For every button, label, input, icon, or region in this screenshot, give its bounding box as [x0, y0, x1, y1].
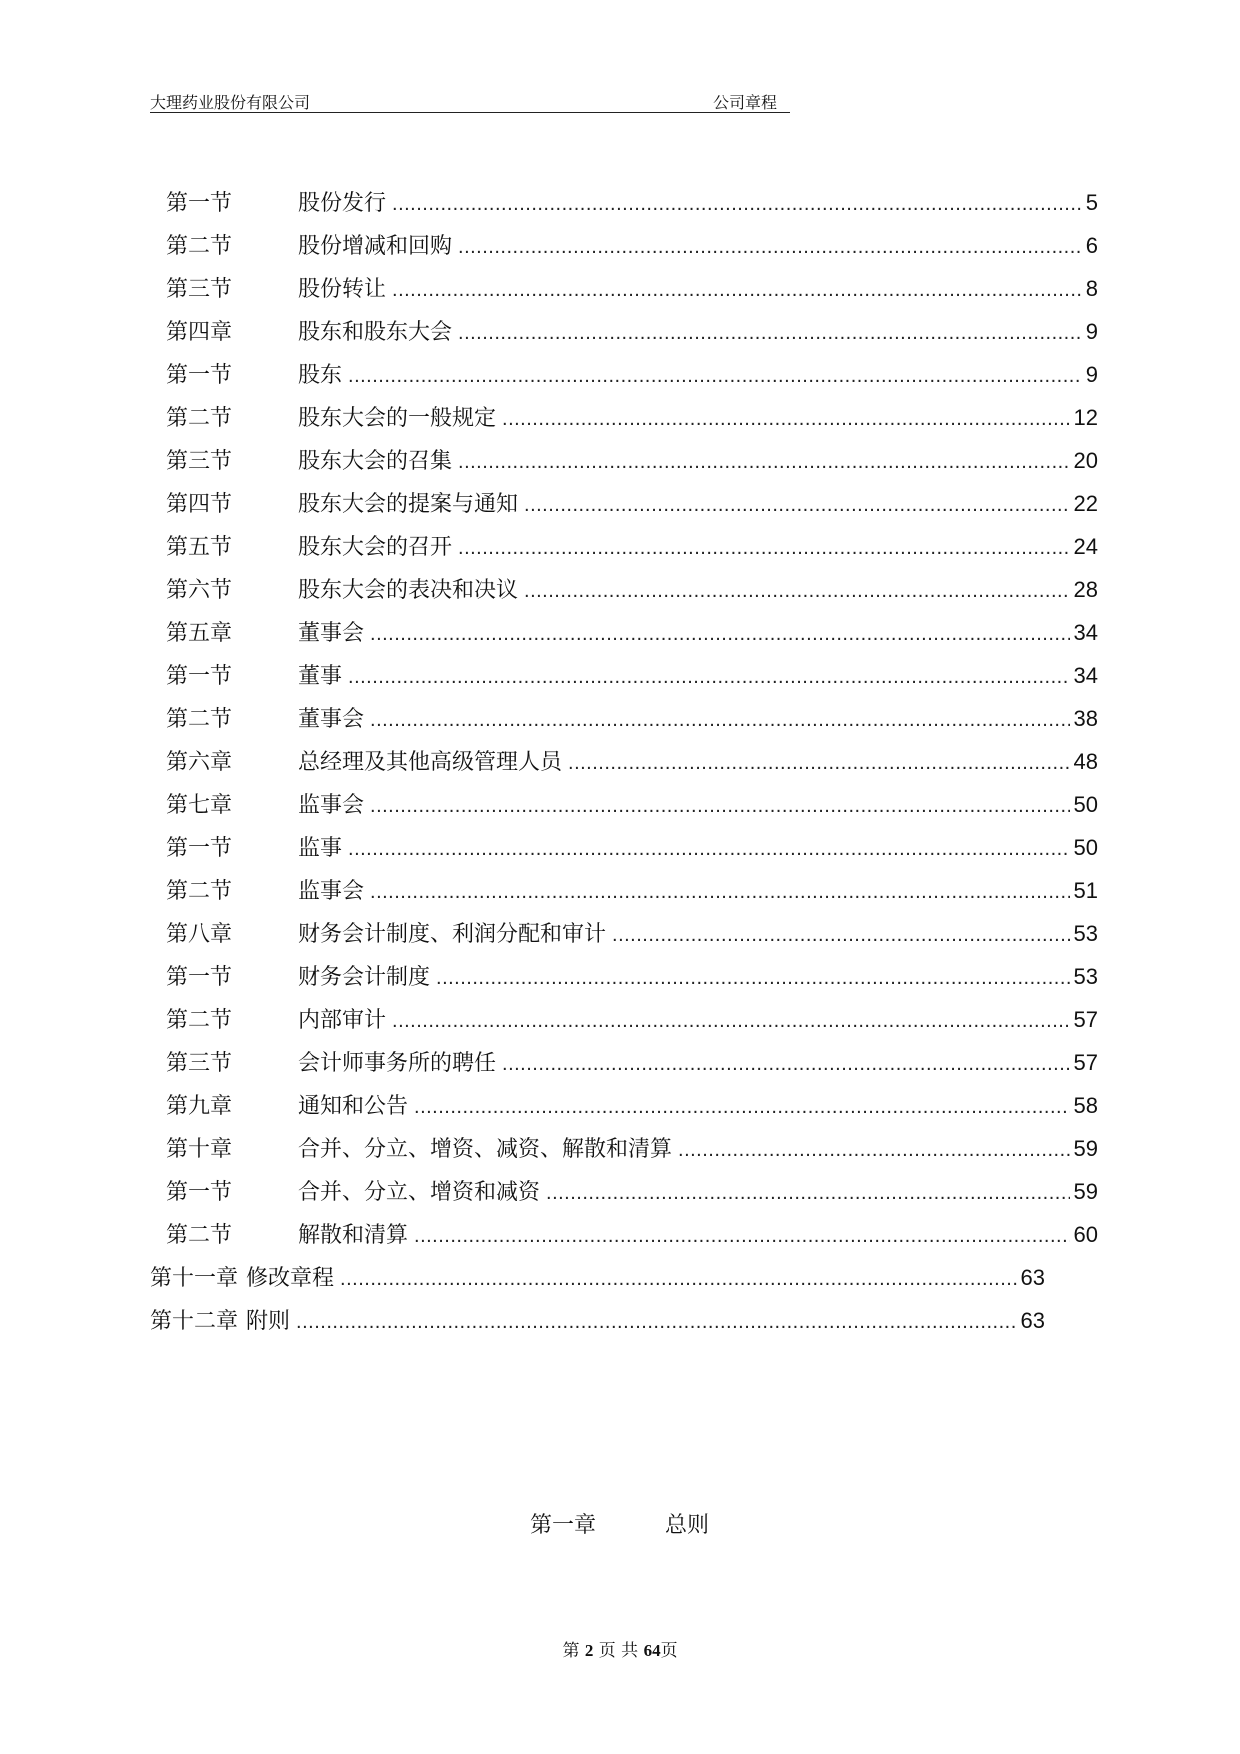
footer-middle: 页 共: [598, 1641, 639, 1661]
toc-entry-page-number: 9: [1085, 319, 1098, 344]
toc-entry-page-number: 59: [1073, 1179, 1098, 1204]
toc-entry-title: 财务会计制度: [298, 965, 431, 990]
toc-entry-title: 股东大会的提案与通知: [298, 492, 519, 517]
toc-entry-title: 附则: [246, 1309, 291, 1334]
toc-entry-number: 第一节: [166, 664, 233, 689]
toc-entry[interactable]: [166, 394, 1098, 442]
toc-entry-number: 第二节: [166, 234, 233, 259]
toc-entry[interactable]: [166, 566, 1098, 614]
toc-entry[interactable]: [150, 1254, 1045, 1302]
toc-entry-number: 第二节: [166, 879, 233, 904]
toc-entry-title: 会计师事务所的聘任: [298, 1051, 497, 1076]
toc-entry[interactable]: [166, 523, 1098, 571]
chapter-heading: [530, 1508, 709, 1539]
footer-current-page: 2: [584, 1641, 594, 1660]
toc-dot-leader: [370, 696, 1070, 744]
toc-entry-title: 监事会: [298, 793, 365, 818]
toc-entry-page-number: 50: [1073, 835, 1098, 860]
toc-entry-page-number: 63: [1020, 1265, 1045, 1290]
toc-entry-page-number: 60: [1073, 1222, 1098, 1247]
toc-entry-number: 第五节: [166, 535, 233, 560]
toc-entry[interactable]: [166, 781, 1098, 829]
toc-entry-title: 股东大会的召开: [298, 535, 453, 560]
toc-dot-leader: [524, 481, 1070, 529]
chapter-title: 总则: [665, 1513, 710, 1538]
toc-entry-title: 董事: [298, 664, 343, 689]
toc-entry-number: 第九章: [166, 1094, 233, 1119]
toc-dot-leader: [348, 352, 1082, 400]
toc-entry[interactable]: [166, 437, 1098, 485]
toc-dot-leader: [370, 610, 1070, 658]
toc-dot-leader: [436, 954, 1070, 1002]
toc-entry-page-number: 34: [1073, 620, 1098, 645]
toc-entry-page-number: 48: [1073, 749, 1098, 774]
toc-entry-number: 第二节: [166, 1008, 233, 1033]
toc-dot-leader: [392, 266, 1082, 314]
toc-entry-page-number: 20: [1073, 448, 1098, 473]
toc-entry-title: 监事会: [298, 879, 365, 904]
header-document-title: 公司章程: [713, 93, 778, 112]
toc-entry-number: 第五章: [166, 621, 233, 646]
toc-entry-title: 股东大会的召集: [298, 449, 453, 474]
toc-dot-leader: [458, 223, 1082, 271]
toc-entry-title: 监事: [298, 836, 343, 861]
chapter-number: 第一章: [530, 1513, 597, 1538]
toc-dot-leader: [414, 1212, 1070, 1260]
toc-dot-leader: [348, 825, 1070, 873]
toc-entry-page-number: 24: [1073, 534, 1098, 559]
toc-entry-number: 第一节: [166, 1180, 233, 1205]
toc-entry[interactable]: [166, 867, 1098, 915]
toc-entry-title: 股东大会的一般规定: [298, 406, 497, 431]
toc-dot-leader: [524, 567, 1070, 615]
toc-entry-page-number: 50: [1073, 792, 1098, 817]
toc-entry[interactable]: [166, 953, 1098, 1001]
toc-dot-leader: [348, 653, 1070, 701]
toc-entry-number: 第一节: [166, 836, 233, 861]
toc-dot-leader: [458, 309, 1082, 357]
footer-suffix: 页: [660, 1641, 678, 1661]
toc-entry[interactable]: [166, 996, 1098, 1044]
toc-dot-leader: [392, 180, 1082, 228]
toc-entry-number: 第三节: [166, 277, 233, 302]
toc-entry[interactable]: [166, 824, 1098, 872]
toc-entry-title: 修改章程: [246, 1266, 335, 1291]
toc-entry[interactable]: [166, 351, 1098, 399]
toc-entry-page-number: 22: [1073, 491, 1098, 516]
toc-entry-number: 第四节: [166, 492, 233, 517]
footer-prefix: 第: [562, 1641, 580, 1661]
toc-entry[interactable]: [150, 1297, 1045, 1345]
toc-entry-number: 第一节: [166, 363, 233, 388]
toc-entry[interactable]: [166, 695, 1098, 743]
toc-entry[interactable]: [166, 1039, 1098, 1087]
toc-entry-title: 财务会计制度、利润分配和审计: [298, 922, 607, 947]
toc-entry-page-number: 57: [1073, 1007, 1098, 1032]
page-footer: [0, 1636, 1240, 1661]
toc-dot-leader: [370, 782, 1070, 830]
toc-entry-title: 股东和股东大会: [298, 320, 453, 345]
toc-entry[interactable]: [166, 265, 1098, 313]
toc-entry-page-number: 51: [1073, 878, 1098, 903]
toc-entry[interactable]: [166, 480, 1098, 528]
toc-entry-page-number: 38: [1073, 706, 1098, 731]
toc-entry-page-number: 8: [1085, 276, 1098, 301]
toc-dot-leader: [458, 438, 1070, 486]
toc-entry-number: 第六章: [166, 750, 233, 775]
toc-entry-page-number: 53: [1073, 921, 1098, 946]
toc-dot-leader: [340, 1255, 1016, 1303]
toc-entry-number: 第七章: [166, 793, 233, 818]
toc-entry-number: 第二节: [166, 406, 233, 431]
toc-entry-title: 股份发行: [298, 191, 387, 216]
toc-entry-number: 第三节: [166, 1051, 233, 1076]
toc-dot-leader: [392, 997, 1070, 1045]
toc-entry-title: 通知和公告: [298, 1094, 409, 1119]
toc-entry-title: 总经理及其他高级管理人员: [298, 750, 563, 775]
toc-entry[interactable]: [166, 1082, 1098, 1130]
toc-entry[interactable]: [166, 1211, 1098, 1259]
toc-entry-title: 股份增减和回购: [298, 234, 453, 259]
toc-entry[interactable]: [166, 910, 1098, 958]
toc-entry[interactable]: [166, 222, 1098, 270]
toc-entry-number: 第十章: [166, 1137, 233, 1162]
page-header: [150, 88, 790, 113]
toc-entry-page-number: 5: [1085, 190, 1098, 215]
toc-entry-number: 第六节: [166, 578, 233, 603]
toc-entry-title: 解散和清算: [298, 1223, 409, 1248]
toc-entry-number: 第三节: [166, 449, 233, 474]
toc-dot-leader: [568, 739, 1070, 787]
toc-entry[interactable]: [166, 179, 1098, 227]
toc-entry[interactable]: [166, 738, 1098, 786]
toc-dot-leader: [414, 1083, 1070, 1131]
toc-entry-number: 第二节: [166, 707, 233, 732]
toc-entry-page-number: 58: [1073, 1093, 1098, 1118]
toc-dot-leader: [612, 911, 1070, 959]
toc-entry-page-number: 59: [1073, 1136, 1098, 1161]
toc-entry-title: 内部审计: [298, 1008, 387, 1033]
toc-entry-title: 合并、分立、增资和减资: [298, 1180, 541, 1205]
toc-entry-number: 第二节: [166, 1223, 233, 1248]
toc-entry-number: 第四章: [166, 320, 233, 345]
toc-entry-page-number: 9: [1085, 362, 1098, 387]
toc-entry[interactable]: [166, 308, 1098, 356]
toc-entry-title: 董事会: [298, 707, 365, 732]
footer-total-pages: 64: [643, 1641, 661, 1660]
toc-dot-leader: [296, 1298, 1016, 1346]
toc-entry-page-number: 57: [1073, 1050, 1098, 1075]
toc-entry-title: 合并、分立、增资、减资、解散和清算: [298, 1137, 673, 1162]
toc-entry[interactable]: [166, 1168, 1098, 1216]
toc-dot-leader: [502, 395, 1070, 443]
toc-entry-number: 第一节: [166, 965, 233, 990]
toc-entry-page-number: 28: [1073, 577, 1098, 602]
toc-entry[interactable]: [166, 609, 1098, 657]
toc-entry-title: 股东大会的表决和决议: [298, 578, 519, 603]
header-company-name: 大理药业股份有限公司: [150, 93, 311, 112]
toc-entry-number: 第十二章: [150, 1309, 239, 1334]
toc-entry-page-number: 53: [1073, 964, 1098, 989]
toc-dot-leader: [502, 1040, 1070, 1088]
toc-entry-page-number: 6: [1085, 233, 1098, 258]
toc-entry-page-number: 63: [1020, 1308, 1045, 1333]
toc-entry-page-number: 34: [1073, 663, 1098, 688]
toc-entry[interactable]: [166, 1125, 1098, 1173]
toc-entry[interactable]: [166, 652, 1098, 700]
toc-dot-leader: [370, 868, 1070, 916]
toc-entry-title: 董事会: [298, 621, 365, 646]
toc-dot-leader: [678, 1126, 1070, 1174]
toc-entry-title: 股份转让: [298, 277, 387, 302]
toc-entry-title: 股东: [298, 363, 343, 388]
toc-entry-number: 第八章: [166, 922, 233, 947]
toc-entry-page-number: 12: [1073, 405, 1098, 430]
toc-entry-number: 第十一章: [150, 1266, 239, 1291]
toc-dot-leader: [546, 1169, 1070, 1217]
toc-dot-leader: [458, 524, 1070, 572]
toc-entry-number: 第一节: [166, 191, 233, 216]
